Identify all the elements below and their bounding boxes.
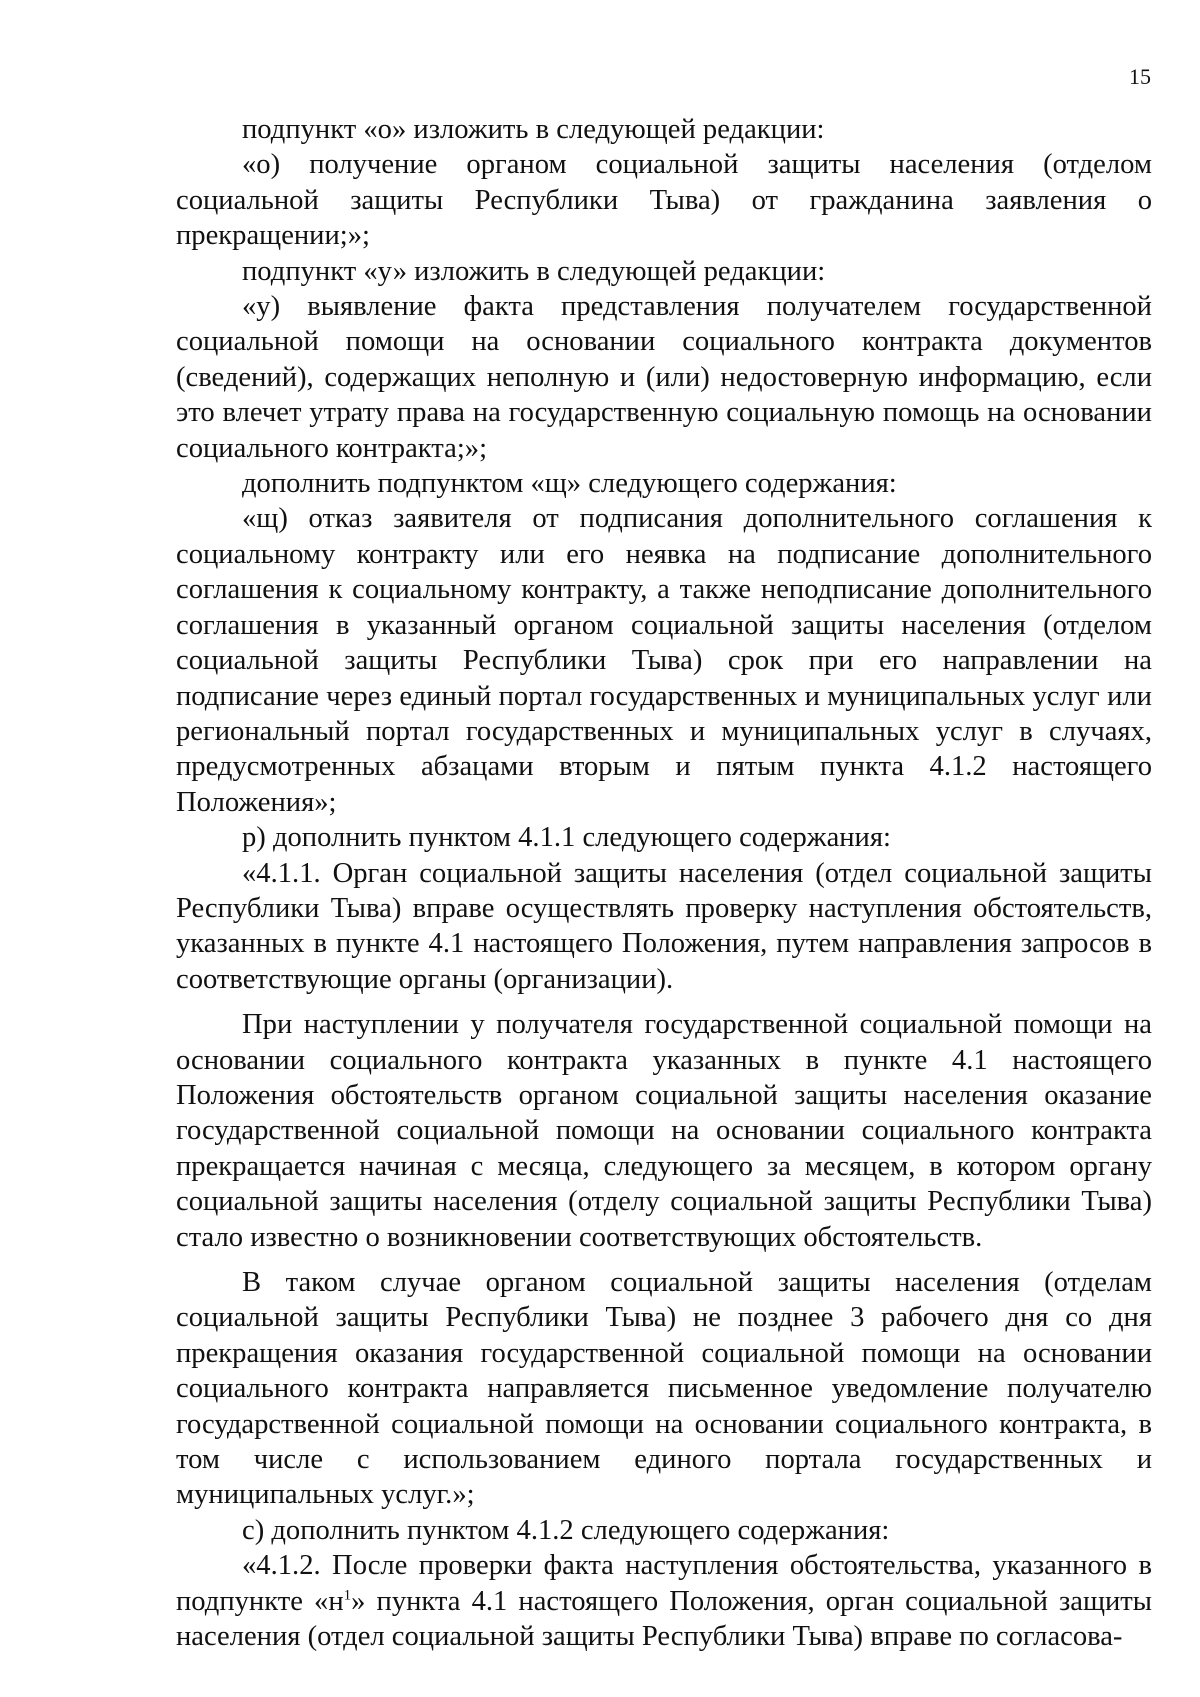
paragraph-12-superscript: 1: [343, 1587, 352, 1604]
paragraph-2: «о) получение органом социальной защиты населения (отделом социальной защиты Республики Тыва) от гражданина заявления о прекращении;»;: [176, 149, 1152, 252]
page-number: 15: [1129, 64, 1151, 89]
paragraph-12-text-after: » пункта 4.1 настоящего Положения, орган социальной защиты населения (отдел социальной защиты Республики Тыва) вправе по согласова-: [176, 1585, 1152, 1653]
paragraph-9: При наступлении у получателя государственной социальной помощи на основании социального контракта указанных в пункте 4.1 настоящего Положения обстоятельств органом социальной защиты населения оказание государственной социальной помощи на основании социального контракта прекращается начиная с месяца, следующего за месяцем, в котором органу социальной защиты населения (отделу социальной защиты Республики Тыва) стало известно о возникновении соответствующих обстоятельств.: [176, 1009, 1152, 1253]
paragraph-1: подпункт «о» изложить в следующей редакции:: [242, 114, 825, 145]
paragraph-12: [176, 1548, 1152, 1654]
paragraph-3: подпункт «у» изложить в следующей редакции:: [242, 255, 826, 287]
paragraph-4: «у) выявление факта представления получателем государственной социальной помощи на основании социального контракта документов (сведений), содержащих неполную и (или) недостоверную информацию, если это влечет утрату права на государственную социальную помощь на основании социального контракта;»;: [176, 291, 1152, 464]
paragraph-12-text-before: «4.1.2. После проверки факта наступления обстоятельства, указанного в подпункте «н: [176, 1550, 1152, 1617]
paragraph-10: В таком случае органом социальной защиты населения (отделам социальной защиты Республики Тыва) не позднее 3 рабочего дня со дня прекращения оказания государственной социальной помощи на основании социального контракта направляется письменное уведомление получателю государственной социальной помощи на основании социального контракта, в том числе с использованием единого портала государственных и муниципальных услуг.»;: [176, 1267, 1152, 1511]
paragraph-6: «щ) отказ заявителя от подписания дополнительного соглашения к социальному контракту или его неявка на подписание дополнительного соглашения к социальному контракту, а также неподписание дополнительного соглашения в указанный органом социальной защиты населения (отделом социальной защиты Республики Тыва) срок при его направлении на подписание через единый портал государственных и муниципальных услуг или региональный портал государственных и муниципальных услуг в случаях, предусмотренных абзацами вторым и пятым пункта 4.1.2 настоящего Положения»;: [176, 503, 1152, 818]
paragraph-7: р) дополнить пунктом 4.1.1 следующего содержания:: [242, 822, 891, 854]
paragraph-11: с) дополнить пунктом 4.1.2 следующего содержания:: [242, 1514, 890, 1546]
document-body: [176, 112, 1152, 1654]
paragraph-5: дополнить подпунктом «щ» следующего содержания:: [242, 468, 897, 500]
paragraph-8: «4.1.1. Орган социальной защиты населения (отдел социальной защиты Республики Тыва) вправе осуществлять проверку наступления обстоятельств, указанных в пункте 4.1 настоящего Положения, путем направления запросов в соответствующие органы (организации).: [176, 857, 1152, 995]
